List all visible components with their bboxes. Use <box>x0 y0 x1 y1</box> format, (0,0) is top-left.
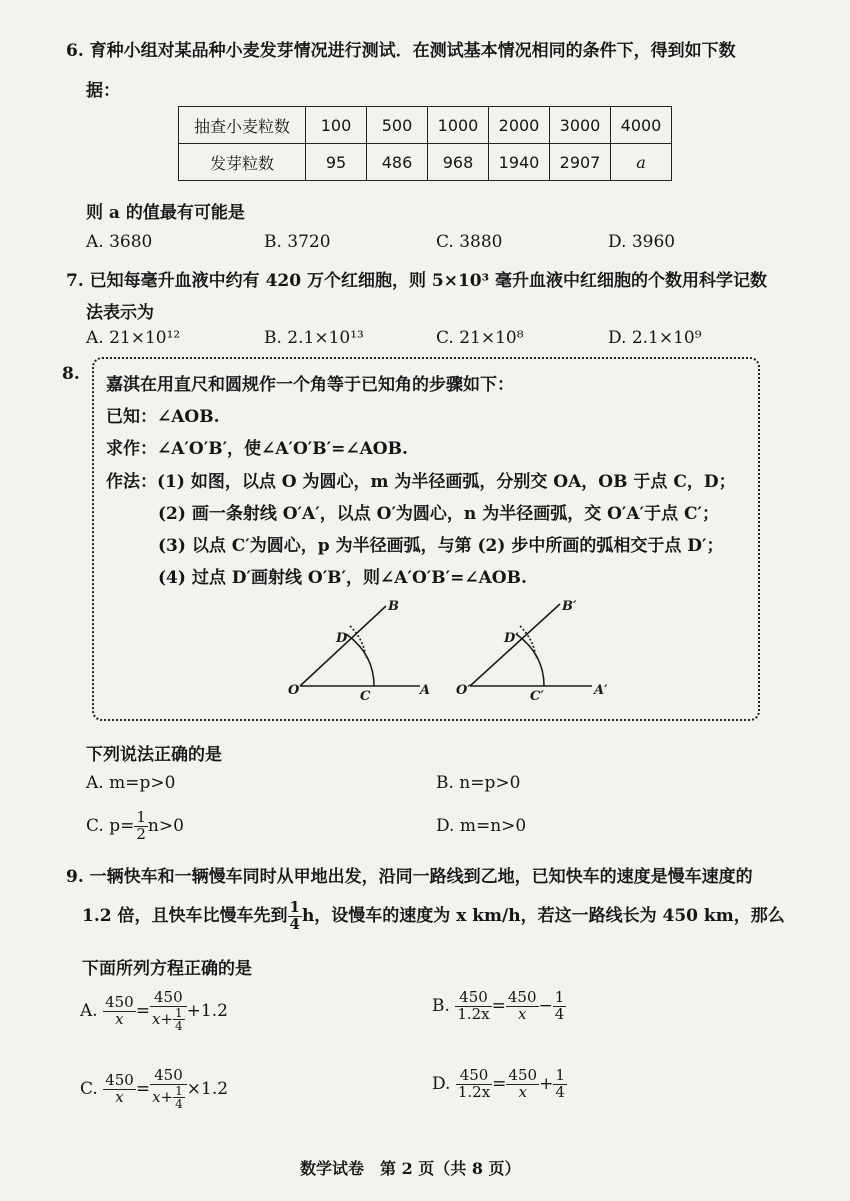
label-a-prime: A′ <box>594 683 608 698</box>
arc-radius-m <box>346 634 374 686</box>
fraction <box>103 995 136 1028</box>
label-a: A <box>420 683 431 698</box>
table-cell: 3000 <box>550 107 611 144</box>
fraction-numerator: 450 <box>508 1066 538 1084</box>
q6-option-d[interactable]: D. 3960 <box>608 232 676 252</box>
fraction <box>506 990 539 1023</box>
table-cell: 4000 <box>611 107 672 144</box>
fraction <box>456 1068 492 1101</box>
q7-stem-line1: 7. 已知每毫升血液中约有 420 万个红细胞，则 5×10³ 毫升血液中红细胞的个数用科学记数 <box>66 271 767 291</box>
fraction <box>103 1073 136 1106</box>
table-cell: 2000 <box>489 107 550 144</box>
table-row <box>179 144 672 181</box>
label-o-prime: O′ <box>456 683 471 698</box>
fraction <box>134 810 148 843</box>
q9-option-b[interactable]: B. $\frac{450}{1.2x}$ = $\frac{450}{x}$ − $\frac{1}{4}$ <box>432 988 565 1023</box>
fraction <box>553 990 567 1023</box>
q8-option-c-suffix: n>0 <box>147 815 184 836</box>
table-row <box>179 107 672 144</box>
q6-option-a[interactable]: A. 3680 <box>86 232 153 252</box>
fraction <box>150 1068 187 1111</box>
denominator-term: x+ <box>152 1087 174 1106</box>
option-label: C. <box>80 1078 98 1099</box>
q9-stem-line2 <box>82 900 785 933</box>
fraction-denominator: x <box>518 1082 527 1101</box>
arc-radius-p <box>350 626 366 658</box>
fraction-denominator: 4 <box>289 914 300 933</box>
table-cell: 95 <box>306 144 367 181</box>
label-c-prime: C′ <box>530 689 544 704</box>
q8-step-1: 作法：(1) 如图，以点 O 为圆心，m 为半径画弧，分别交 OA，OB 于点 C，D； <box>106 472 736 492</box>
q7-option-a[interactable]: A. 21×10¹² <box>86 328 181 348</box>
fraction-denominator: x <box>115 1087 124 1106</box>
arc-radius-n <box>516 634 544 686</box>
q9-stem-line2-end: h，设慢车的速度为 x km/h，若这一路线长为 450 km，那么 <box>301 905 785 926</box>
q8-intro: 嘉淇在用直尺和圆规作一个角等于已知角的步骤如下： <box>106 375 514 395</box>
fraction-numerator: 450 <box>507 988 537 1006</box>
fraction-denominator: x <box>115 1009 124 1028</box>
table-cell: 100 <box>306 107 367 144</box>
fraction-numerator: 1 <box>136 808 146 826</box>
q9-stem-line3: 下面所列方程正确的是 <box>82 959 252 979</box>
fraction-numerator: 1 <box>554 988 565 1006</box>
fraction-numerator: 450 <box>105 1071 134 1090</box>
q6-stem-line1: 6. 育种小组对某品种小麦发芽情况进行测试．在测试基本情况相同的条件下，得到如下数 <box>66 41 736 61</box>
option-tail: +1.2 <box>186 1000 228 1021</box>
fraction-numerator: 450 <box>150 1068 187 1085</box>
fraction <box>506 1068 539 1101</box>
fraction-denominator: 1.2x <box>457 1004 490 1023</box>
q9-stem-line1: 9. 一辆快车和一辆慢车同时从甲地出发，沿同一路线到乙地，已知快车的速度是慢车速度的 <box>66 867 753 887</box>
q6-option-b[interactable]: B. 3720 <box>264 232 331 252</box>
fraction-numerator: 450 <box>150 990 187 1007</box>
q8-option-a[interactable]: A. m=p>0 <box>86 773 176 793</box>
label-o: O <box>288 683 300 698</box>
fraction-numerator: 1 <box>289 898 300 916</box>
q9-option-c[interactable]: C. $\frac{450}{x}$ = 450 x+ $\frac{1}{4}$ ×1.2 <box>80 1066 229 1112</box>
fraction <box>288 900 302 933</box>
q6-stem-line2: 据： <box>86 81 120 101</box>
arc-radius-p-prime <box>520 626 536 658</box>
fraction-denominator <box>150 1085 187 1111</box>
q8-todo: 求作：∠A′O′B′，使∠A′O′B′=∠AOB. <box>106 439 408 459</box>
q7-option-c[interactable]: C. 21×10⁸ <box>436 328 524 348</box>
fraction <box>173 1085 185 1111</box>
operator: − <box>538 995 553 1016</box>
table-cell: 2907 <box>550 144 611 181</box>
fraction-numerator: 450 <box>105 993 134 1012</box>
option-label: D. <box>432 1073 451 1094</box>
label-b: B <box>388 599 399 614</box>
q7-stem-line2: 法表示为 <box>86 303 154 323</box>
q7-option-b[interactable]: B. 2.1×10¹³ <box>264 328 364 348</box>
q8-step-3: (3) 以点 C′为圆心，p 为半径画弧，与第 (2) 步中所画的弧相交于点 D′； <box>158 536 724 556</box>
fraction-numerator: 1 <box>175 1005 183 1020</box>
q8-step-2: (2) 画一条射线 O′A′，以点 O′为圆心，n 为半径画弧，交 O′A′于点 C′； <box>158 504 720 524</box>
label-b-prime: B′ <box>562 599 577 614</box>
fraction-denominator: 4 <box>175 1019 183 1034</box>
q9-option-a[interactable]: A. $\frac{450}{x}$ = 450 x+ $\frac{1}{4}$ +1.2 <box>80 988 228 1034</box>
option-tail: ×1.2 <box>186 1078 229 1099</box>
q8-option-c-prefix: C. p= <box>86 815 135 836</box>
table-row-header: 抽查小麦粒数 <box>179 107 306 144</box>
q9-option-d[interactable]: D. $\frac{450}{1.2x}$ = $\frac{450}{x}$ + $\frac{1}{4}$ <box>432 1066 565 1101</box>
fraction-numerator: 450 <box>455 990 491 1007</box>
fraction-denominator: 4 <box>555 1082 565 1101</box>
q8-number: 8. <box>62 364 80 384</box>
q8-option-c[interactable] <box>86 810 184 843</box>
fraction <box>150 990 187 1033</box>
q7-option-d[interactable]: D. 2.1×10⁹ <box>608 328 702 348</box>
table-cell: a <box>611 144 672 181</box>
table-cell: 500 <box>367 107 428 144</box>
page-footer: 数学试卷 第 2 页（共 8 页） <box>300 1159 521 1178</box>
fraction-numerator: 450 <box>456 1068 492 1085</box>
q8-step-4: (4) 过点 D′画射线 O′B′，则∠A′O′B′=∠AOB. <box>158 568 527 588</box>
fraction-numerator: 1 <box>175 1083 183 1098</box>
germination-table <box>178 106 672 181</box>
fraction-denominator: 1.2x <box>457 1082 491 1101</box>
q8-question: 下列说法正确的是 <box>86 745 222 765</box>
label-c: C <box>360 689 371 704</box>
fraction-denominator: 4 <box>175 1097 183 1112</box>
fraction-numerator: 1 <box>555 1066 565 1084</box>
fraction-denominator: 2 <box>136 824 146 843</box>
fraction-denominator: 4 <box>554 1004 565 1023</box>
denominator-term: x+ <box>151 1009 174 1028</box>
construction-figure <box>280 596 620 706</box>
option-label: B. <box>432 995 450 1016</box>
table-cell: 486 <box>367 144 428 181</box>
q9-stem-line2-start: 1.2 倍，且快车比慢车先到 <box>82 905 288 926</box>
operator: + <box>539 1073 554 1094</box>
table-row-header: 发芽粒数 <box>179 144 306 181</box>
fraction <box>173 1007 185 1033</box>
q6-question: 则 a 的值最有可能是 <box>86 203 245 223</box>
table-cell: 1940 <box>489 144 550 181</box>
q8-option-b[interactable]: B. n=p>0 <box>436 773 521 793</box>
q8-option-d[interactable]: D. m=n>0 <box>436 816 527 836</box>
label-d-prime: D′ <box>504 631 519 646</box>
label-d: D <box>336 631 348 646</box>
table-cell: 1000 <box>428 107 489 144</box>
q8-given: 已知：∠AOB. <box>106 407 220 427</box>
fraction <box>553 1068 567 1101</box>
option-label: A. <box>80 1000 98 1021</box>
table-cell: 968 <box>428 144 489 181</box>
fraction <box>455 990 491 1023</box>
fraction-denominator: x <box>517 1004 527 1023</box>
fraction-denominator <box>150 1007 187 1033</box>
q6-option-c[interactable]: C. 3880 <box>436 232 503 252</box>
